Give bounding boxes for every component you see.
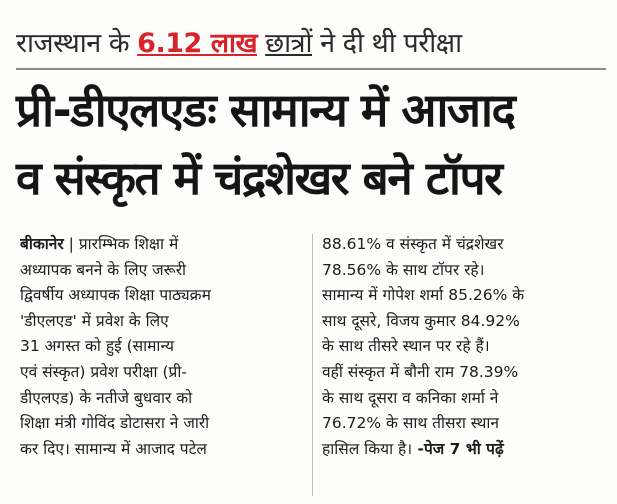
article-line: सामान्य में गोपेश शर्मा 85.26% के: [322, 286, 525, 305]
article-last-line: [322, 437, 606, 463]
article-line: द्विवर्षीय अध्यापक शिक्षा पाठ्यक्रम: [20, 286, 211, 305]
continued-on-page-7: -पेज 7 भी पढ़ें: [412, 439, 504, 458]
dateline-separator: |: [63, 235, 79, 253]
article-line: के साथ तीसरे स्थान पर रहे हैं।: [322, 337, 490, 356]
article-line: अध्यापक बनने के लिए जरूरी: [20, 260, 187, 279]
article-line: साथ दूसरे, विजय कुमार 84.92%: [322, 311, 520, 330]
kicker-highlight: 6.12 लाख: [137, 28, 258, 59]
article-line: वहीं संस्कृत में बौनी राम 78.39%: [322, 362, 519, 381]
article-line: एवं संस्कृत) प्रवेश परीक्षा (प्री-: [20, 362, 187, 381]
article-line: 31 अगस्त को हुई (सामान्य: [20, 337, 175, 356]
article-line: शिक्षा मंत्री गोविंद डोटासरा ने जारी: [20, 414, 210, 433]
headline-line-2: व संस्कृत में चंद्रशेखर बने टॉपर: [16, 151, 502, 205]
column-divider: [312, 234, 313, 496]
kicker-line: [16, 24, 606, 64]
article-line: प्रारम्भिक शिक्षा में: [78, 235, 179, 253]
article-line: डीएलएड) के नतीजे बुधवार को: [20, 388, 193, 407]
kicker-rule: [16, 68, 606, 70]
kicker-text-after: ने दी थी परीक्षा: [312, 28, 462, 59]
article-line: के साथ दूसरा व कनिका शर्मा ने: [322, 388, 499, 407]
article-column-right: [322, 232, 606, 462]
headline-line-1: प्री-डीएलएडः सामान्य में आजाद: [16, 83, 515, 137]
article-first-line: [20, 232, 310, 258]
article-line: 'डीएलएड' में प्रवेश के लिए: [20, 311, 169, 330]
dateline: बीकानेर: [20, 235, 64, 253]
article-line: हासिल किया है।: [322, 439, 413, 458]
kicker-underlined: छात्रों: [265, 28, 312, 59]
article-line: 88.61% व संस्कृत में चंद्रशेखर: [322, 235, 504, 253]
article-column-left: [20, 232, 310, 462]
article-line: कर दिए। सामान्य में आजाद पटेल: [20, 439, 207, 458]
kicker-text-before: राजस्थान के: [16, 28, 138, 59]
article-line: 78.56% के साथ टॉपर रहे।: [322, 260, 485, 279]
kicker-text-middle: [257, 28, 265, 59]
article-line: 76.72% के साथ तीसरा स्थान: [322, 414, 500, 433]
